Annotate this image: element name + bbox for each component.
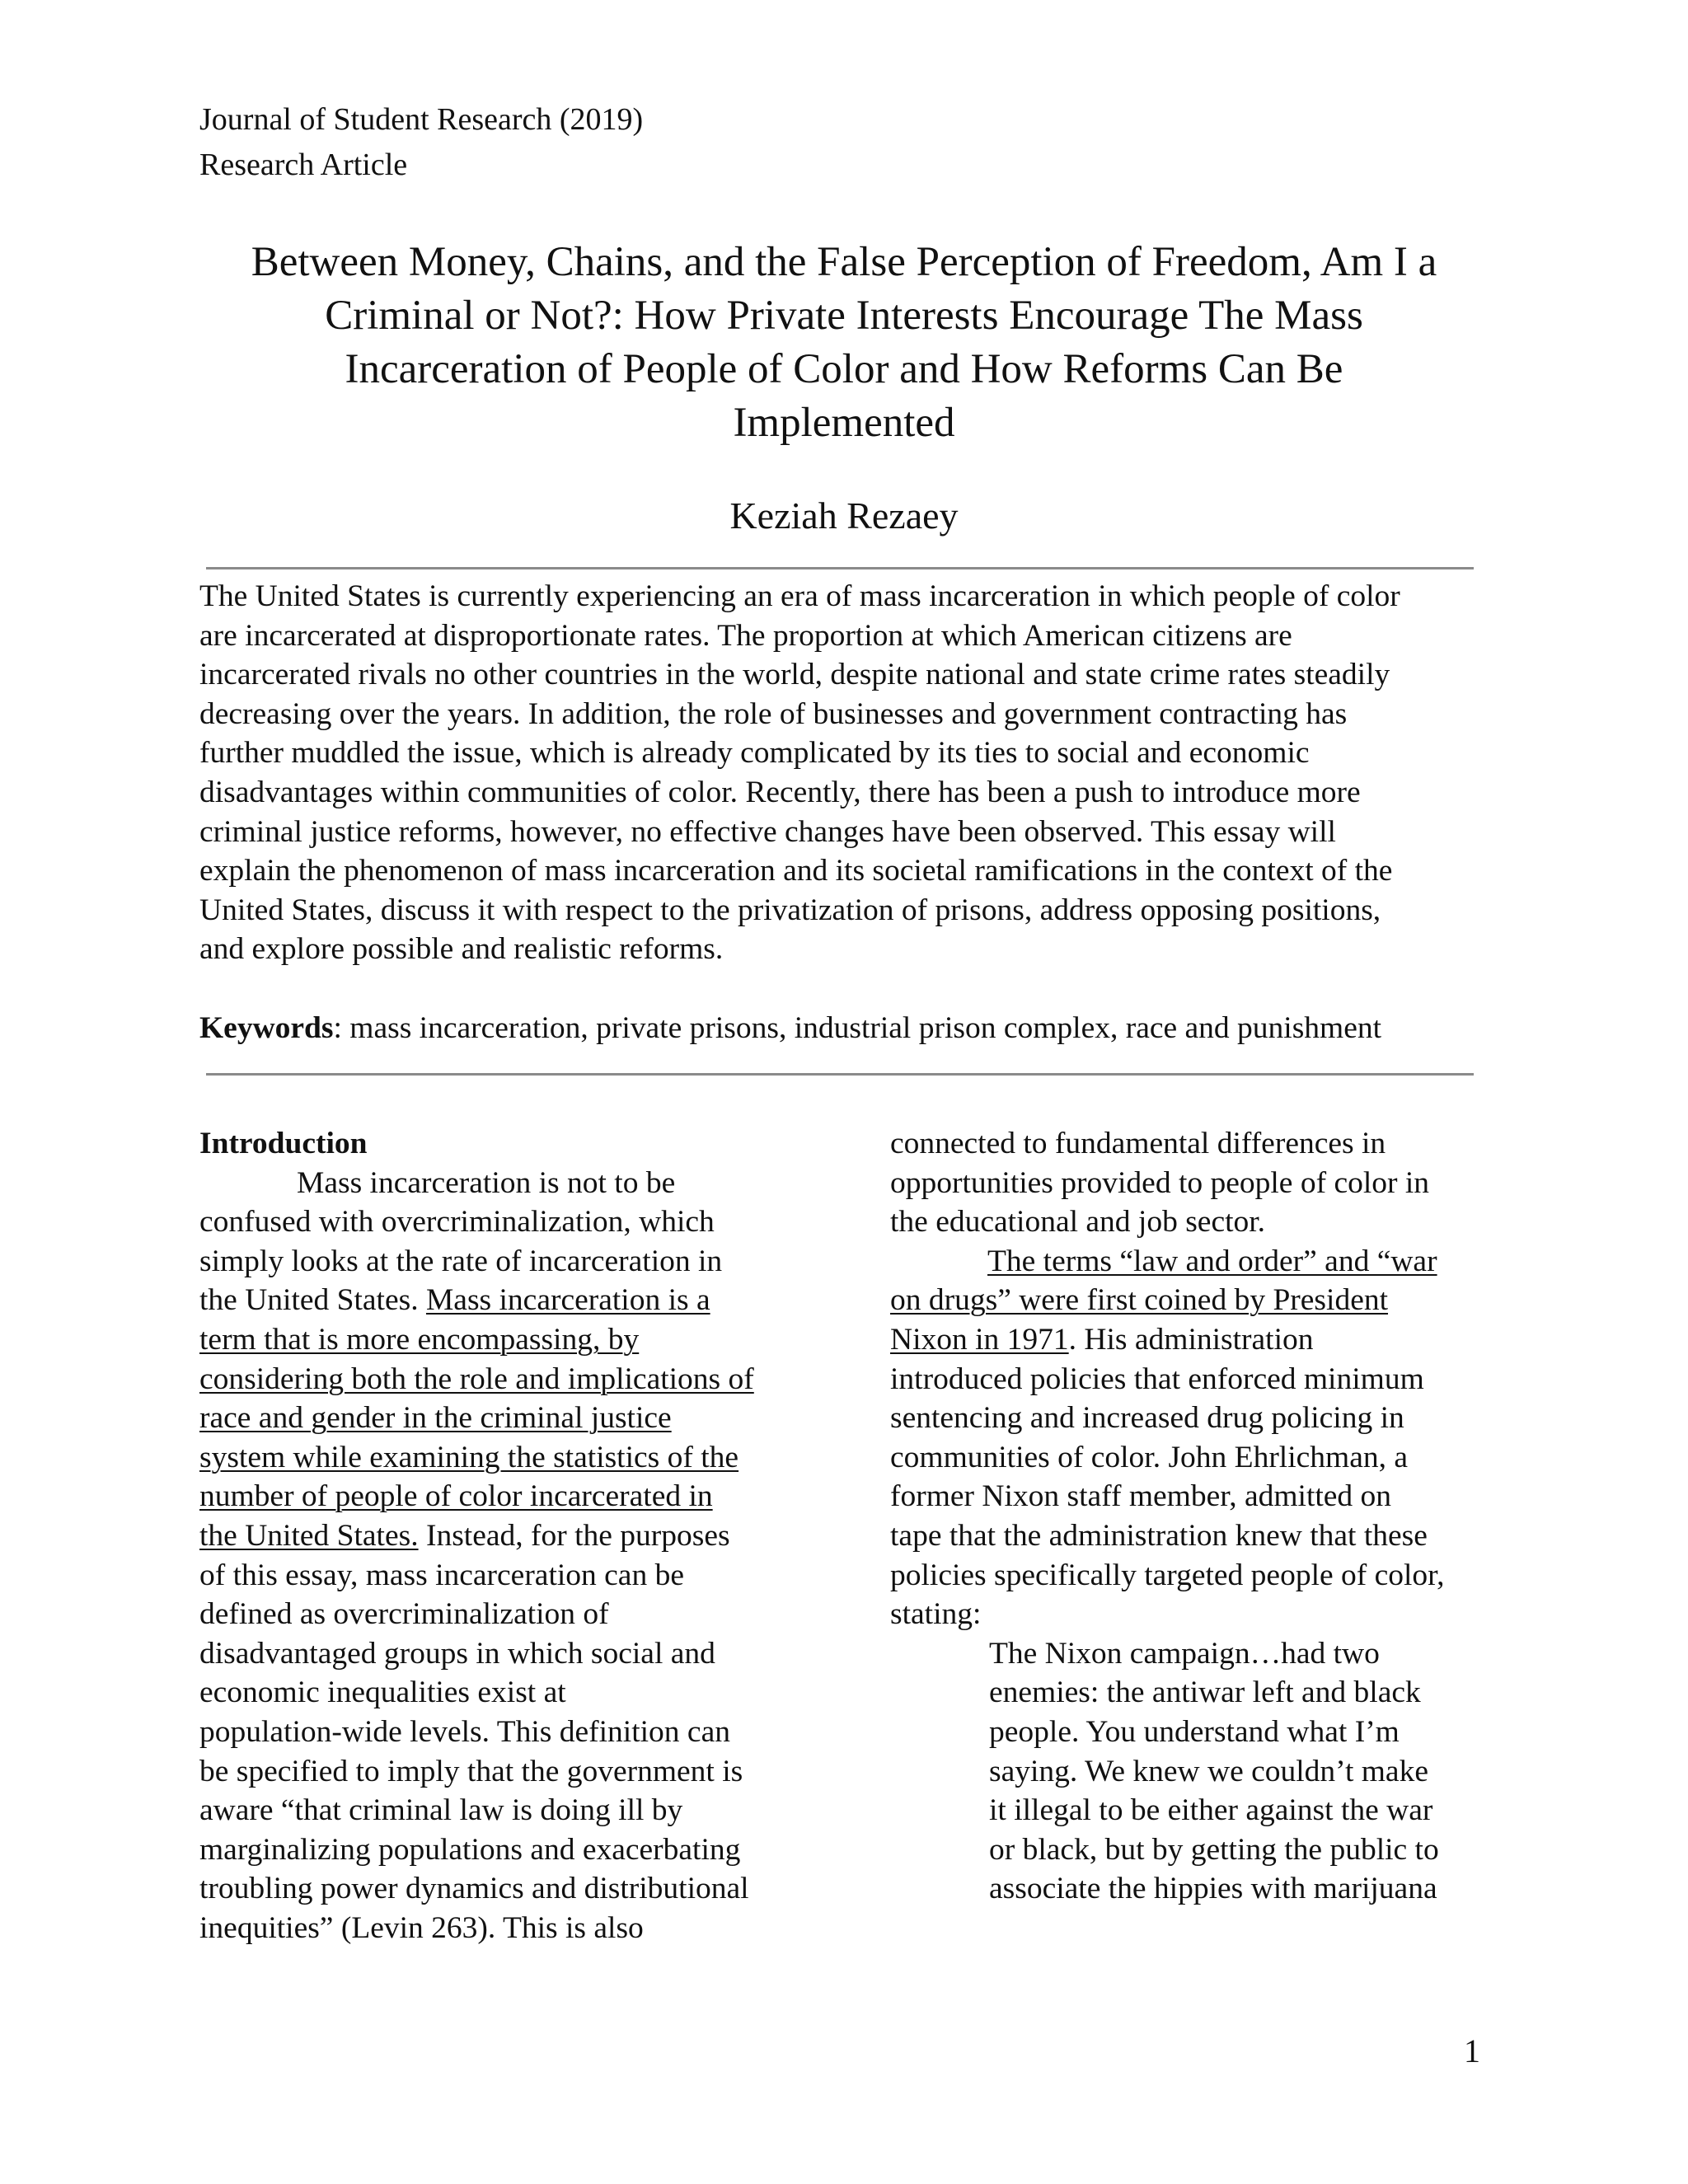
abstract-line: and explore possible and realistic reforms. [199,932,724,967]
text-run: troubling power dynamics and distributional [199,1872,749,1906]
block-quote-line [890,1830,1445,1870]
block-quote-line [890,1673,1445,1713]
text-run: of this essay, mass incarceration can be [199,1558,684,1592]
text-run: Mass incarceration is not to be [297,1165,676,1200]
body-text-line [890,1595,1445,1634]
text-run: confused with overcriminalization, which [199,1205,715,1240]
text-run: . His administration [1068,1322,1314,1357]
body-text-line [890,1320,1445,1360]
text-run: it illegal to be either against the war [989,1793,1433,1828]
paper-title [190,236,1498,450]
body-text-line [199,1202,754,1242]
body-text-line [199,1830,754,1870]
underlined-text: race and gender in the criminal justice [199,1401,672,1436]
body-text-line [199,1320,754,1360]
body-text-line [199,1399,754,1438]
body-text-line [199,1869,754,1909]
underlined-text: term that is more encompassing, by [199,1322,640,1357]
body-text-line [199,1713,754,1752]
abstract-line: disadvantages within communities of color. Recently, there has been a push to introduce more [199,775,1361,809]
text-run: disadvantaged groups in which social and [199,1636,715,1671]
body-text-line [890,1202,1445,1242]
underlined-text: Mass incarceration is a [425,1283,710,1318]
text-run: The Nixon campaign…had two [989,1636,1380,1671]
text-run: economic inequalities exist at [199,1675,566,1710]
right-column [890,1124,1445,1909]
text-run: policies specifically targeted people of color, [890,1558,1445,1592]
block-quote-line [890,1634,1445,1674]
keywords [199,1009,1381,1048]
text-run: tape that the administration knew that these [890,1518,1428,1553]
body-text-line [199,1791,754,1830]
body-text-line [199,1556,754,1596]
body-text-line [199,1477,754,1516]
body-text-line [890,1242,1445,1282]
body-text-line [890,1477,1445,1516]
text-run: saying. We knew we couldn’t make [989,1754,1428,1788]
underlined-text: system while examining the statistics of the [199,1440,739,1474]
body-text-line [890,1399,1445,1438]
journal-name: Journal of Student Research (2019) [199,102,644,137]
abstract-line: explain the phenomenon of mass incarceration and its societal ramifications in the context of the [199,854,1393,888]
section-heading: Introduction [199,1127,368,1160]
keywords-label: Keywords [199,1011,334,1045]
title-line: Incarceration of People of Color and How Reforms Can Be [345,346,1343,392]
text-run: connected to fundamental differences in [890,1127,1386,1160]
underlined-text: number of people of color incarcerated in [199,1479,713,1514]
text-run: Instead, for the purposes [418,1518,730,1553]
text-run: population-wide levels. This definition can [199,1714,730,1749]
underlined-text: Nixon in 1971 [890,1322,1069,1357]
body-text-line [199,1438,754,1478]
body-text-line [890,1556,1445,1596]
text-run: stating: [890,1597,982,1632]
underlined-text: on drugs” were first coined by President [890,1283,1389,1318]
text-run: inequities” (Levin 263). This is also [199,1910,644,1945]
author-name: Keziah Rezaey [729,494,959,537]
body-text-line [199,1281,754,1320]
body-text-line [890,1281,1445,1320]
body-text-line [199,1752,754,1792]
text-run: associate the hippies with marijuana [989,1872,1437,1906]
text-run: communities of color. John Ehrlichman, a [890,1440,1408,1474]
abstract-line: The United States is currently experiencing an era of mass incarceration in which people of color [199,579,1400,613]
body-text-line [890,1438,1445,1478]
abstract [199,577,1400,969]
top-divider [206,567,1474,569]
block-quote-line [890,1869,1445,1909]
page-number: 1 [1464,2032,1480,2069]
text-run: the educational and job sector. [890,1205,1266,1240]
abstract-line: decreasing over the years. In addition, the role of businesses and government contracting has [199,696,1348,731]
body-text-line [890,1164,1445,1203]
text-run: aware “that criminal law is doing ill by [199,1793,683,1828]
text-run: be specified to imply that the government is [199,1754,743,1788]
text-run: people. You understand what I’m [989,1714,1400,1749]
left-column [199,1124,754,1947]
title-line: Implemented [733,400,955,446]
abstract-line: are incarcerated at disproportionate rates. The proportion at which American citizens are [199,618,1292,653]
body-text-line [890,1124,1445,1164]
body-text-line [199,1164,754,1203]
text-run: introduced policies that enforced minimum [890,1361,1424,1396]
title-line: Criminal or Not?: How Private Interests Encourage The Mass [325,293,1363,339]
text-run: or black, but by getting the public to [989,1832,1439,1867]
text-run: sentencing and increased drug policing in [890,1401,1404,1436]
body-text-line [199,1909,754,1948]
text-run: opportunities provided to people of color in [890,1165,1430,1200]
body-text-line [199,1634,754,1674]
article-type: Research Article [199,148,408,182]
block-quote-line [890,1713,1445,1752]
block-quote-line [890,1752,1445,1792]
body-text-line [199,1360,754,1399]
text-run: simply looks at the rate of incarceration in [199,1244,723,1278]
abstract-line: incarcerated rivals no other countries in the world, despite national and state crime rates steadily [199,658,1390,692]
underlined-text: The terms “law and order” and “war [987,1244,1437,1278]
text-run: defined as overcriminalization of [199,1597,609,1632]
journal-header [199,97,643,188]
body-text-line [199,1673,754,1713]
body-text-line [199,1242,754,1282]
abstract-line: United States, discuss it with respect to the privatization of prisons, address opposing positions, [199,893,1381,927]
text-run: enemies: the antiwar left and black [989,1675,1421,1710]
body-text-line [890,1360,1445,1399]
abstract-line: further muddled the issue, which is already complicated by its ties to social and economic [199,736,1310,771]
text-run: former Nixon staff member, admitted on [890,1479,1392,1514]
body-text-line [199,1595,754,1634]
body-text-line [199,1516,754,1556]
body-text-line [890,1516,1445,1556]
block-quote-line [890,1791,1445,1830]
keywords-list: : mass incarceration, private prisons, industrial prison complex, race and punishment [333,1011,1382,1045]
title-line: Between Money, Chains, and the False Perception of Freedom, Am I a [251,239,1437,285]
text-run: the United States. [199,1283,426,1318]
text-run: marginalizing populations and exacerbating [199,1832,741,1867]
underlined-text: considering both the role and implications of [199,1361,754,1396]
underlined-text: the United States. [199,1518,419,1553]
abstract-line: criminal justice reforms, however, no effective changes have been observed. This essay will [199,814,1336,849]
bottom-divider [206,1073,1474,1076]
